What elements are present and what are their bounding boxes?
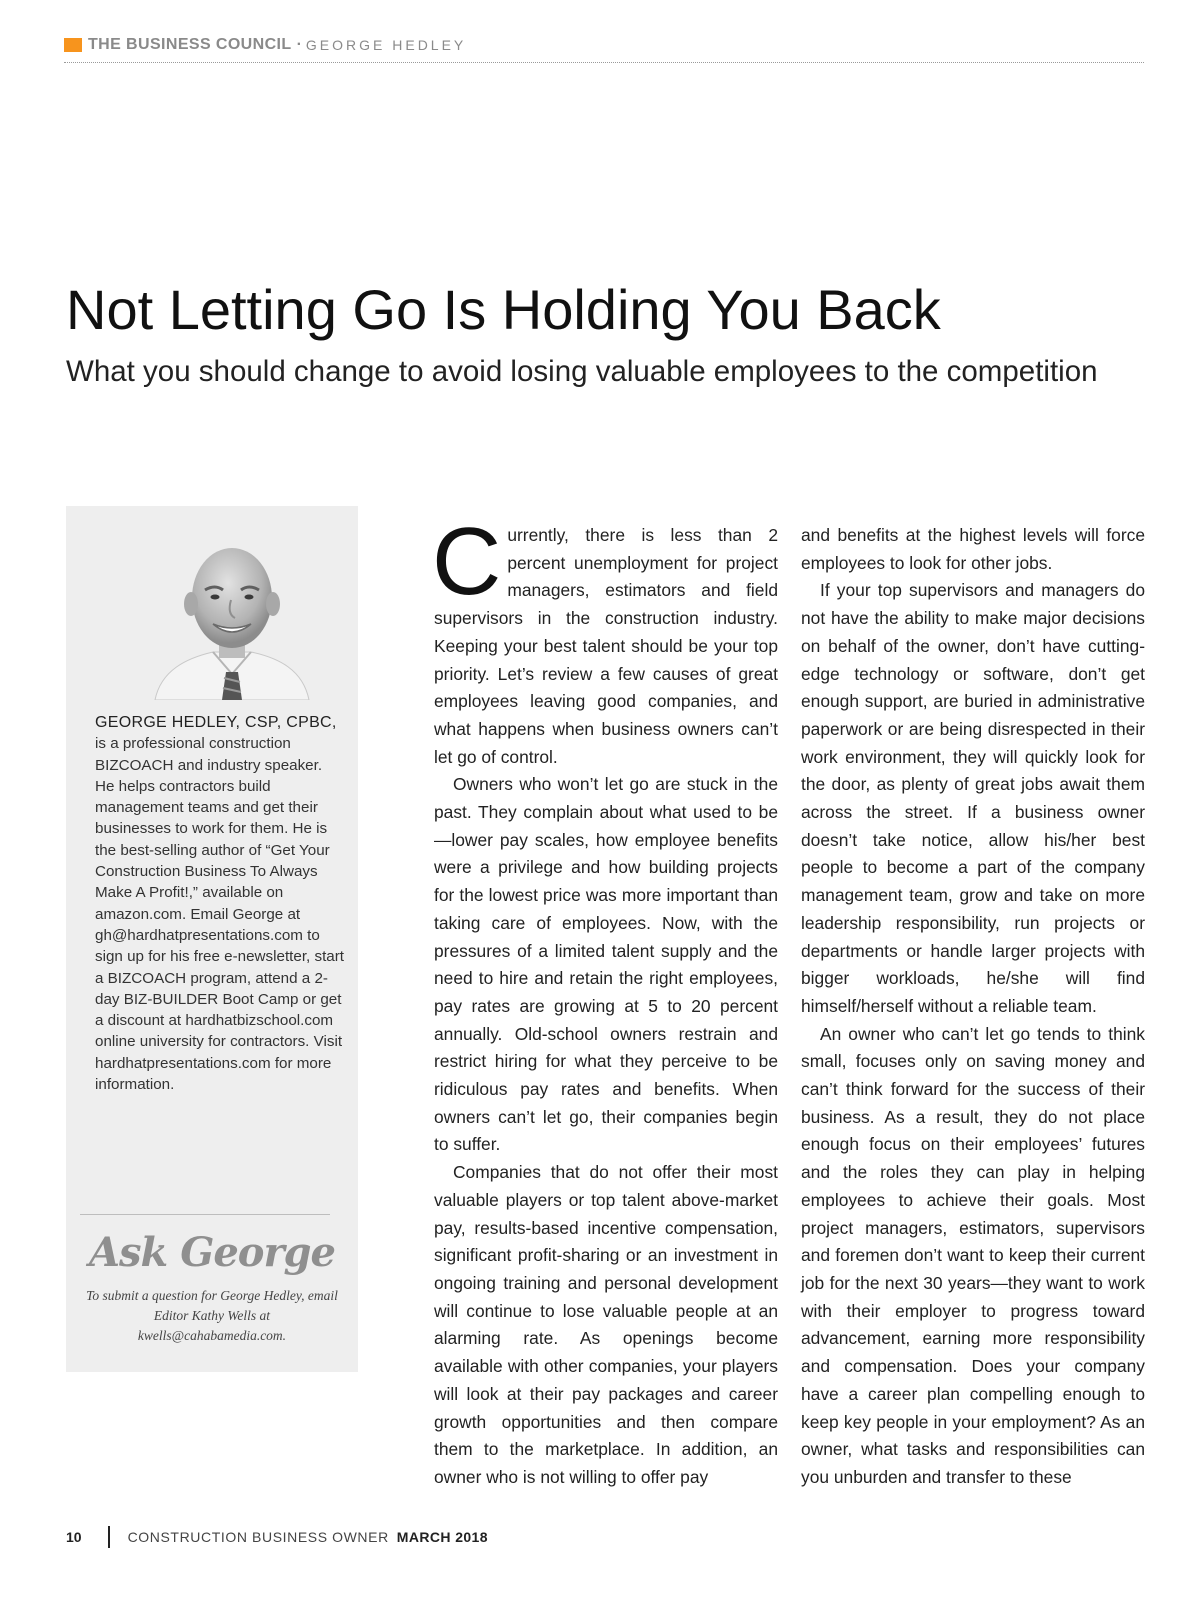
paragraph <box>432 508 778 771</box>
section-header <box>64 36 1144 63</box>
sidebar-divider <box>80 1214 330 1215</box>
article-column-2 <box>801 522 1145 1492</box>
bio-text: is a professional construction BIZCOACH and industry speaker. He helps contractors build management teams and get their businesses to work for them. He is the best-selling author of “Get Your Construction Business To Always Make A Profit!,” available on amazon.com. Email George at gh@hardhatpresentations.com to sign up for his free e-newsletter, start a BIZCOACH program, attend a 2-day BIZ-BUILDER Boot Camp or get a discount at hardhatbizschool.com online university for contractors. Visit hardhatpresentations.com for more information. <box>95 735 345 1094</box>
issue-date: MARCH 2018 <box>396 1529 488 1545</box>
article-column-1 <box>432 508 778 1492</box>
ask-george-text: To submit a question for George Hedley, email Editor Kathy Wells at kwells@cahabamedia.com. <box>86 1288 338 1343</box>
author-sidebar <box>66 506 358 1372</box>
bio-name: GEORGE HEDLEY, CSP, CPBC, <box>95 714 337 731</box>
magazine-name: CONSTRUCTION BUSINESS OWNER <box>127 1529 389 1545</box>
article-title: Not Letting Go Is Holding You Back <box>66 278 941 341</box>
paragraph-text: urrently, there is less than 2 percent unemployment for project managers, estimators and field supervisors in the construction industry. Keeping your best talent should be your top priority. Let’s review a few causes of great employees leaving good companies, and what happens when business owners can’t let go of control. <box>434 525 778 767</box>
paragraph: An owner who can’t let go tends to think small, focuses only on saving money and can’t think forward for the success of their business. As a result, they do not place enough focus on their employees’ futures and the roles they can play in helping employees to achieve their goals. Most project managers, estimators, supervisors and foremen don’t want to keep their current job for the next 30 years—they want to work with their employer to progress toward advancement, earning more responsibility and compensation. Does your company have a career plan compelling enough to keep key people in your employment? As an owner, what tasks and responsibilities can you unburden and transfer to these <box>801 1023 1145 1487</box>
author-photo <box>153 532 311 700</box>
page-footer <box>66 1525 488 1549</box>
article-subtitle: What you should change to avoid losing valuable employees to the competition <box>66 355 1098 388</box>
header-author: GEORGE HEDLEY <box>305 37 467 53</box>
paragraph: Owners who won’t let go are stuck in the past. They complain about what used to be—lower pay scales, how employee benefits were a privilege and how building projects for the lowest price was more important than taking care of employees. Now, with the pressures of a limited talent supply and the need to hire and retain the right employees, pay rates are growing at 5 to 20 percent annually. Old-school owners restrain and restrict hiring for what they perceive to be ridiculous pay rates and benefits. When owners can’t let go, their companies begin to suffer. <box>434 774 778 1155</box>
paragraph: Companies that do not offer their most valuable players or top talent above-market pay, results-based incentive compensation, significant profit-sharing or an investment in ongoing training and personal development will continue to lose valuable people at an alarming rate. As openings become available with other companies, your players will look at their pay packages and career growth opportunities and then compare them to the marketplace. In addition, an owner who is not willing to offer pay <box>434 1162 778 1487</box>
page-number: 10 <box>66 1529 82 1545</box>
ask-george-title: Ask George <box>89 1229 335 1276</box>
paragraph: and benefits at the highest levels will force employees to look for other jobs. <box>801 525 1145 573</box>
section-marker <box>64 38 82 52</box>
paragraph: If your top supervisors and managers do not have the ability to make major decisions on behalf of the owner, don’t have cutting-edge technology or software, don’t get enough support, are buried in administrative paperwork or are being disrespected in their work environment, they will quickly look for the door, as plenty of great jobs await them across the street. If a business owner doesn’t take notice, allow his/her best people to become a part of the company management team, grow and take on more leadership responsibility, run projects or departments or handle larger projects with bigger workloads, he/she will find himself/herself without a reliable team. <box>801 580 1145 1016</box>
section-name: THE BUSINESS COUNCIL <box>88 36 292 53</box>
header-separator: · <box>296 36 302 53</box>
drop-cap: C <box>432 508 502 615</box>
author-bio <box>95 712 345 1095</box>
footer-divider <box>108 1526 110 1548</box>
